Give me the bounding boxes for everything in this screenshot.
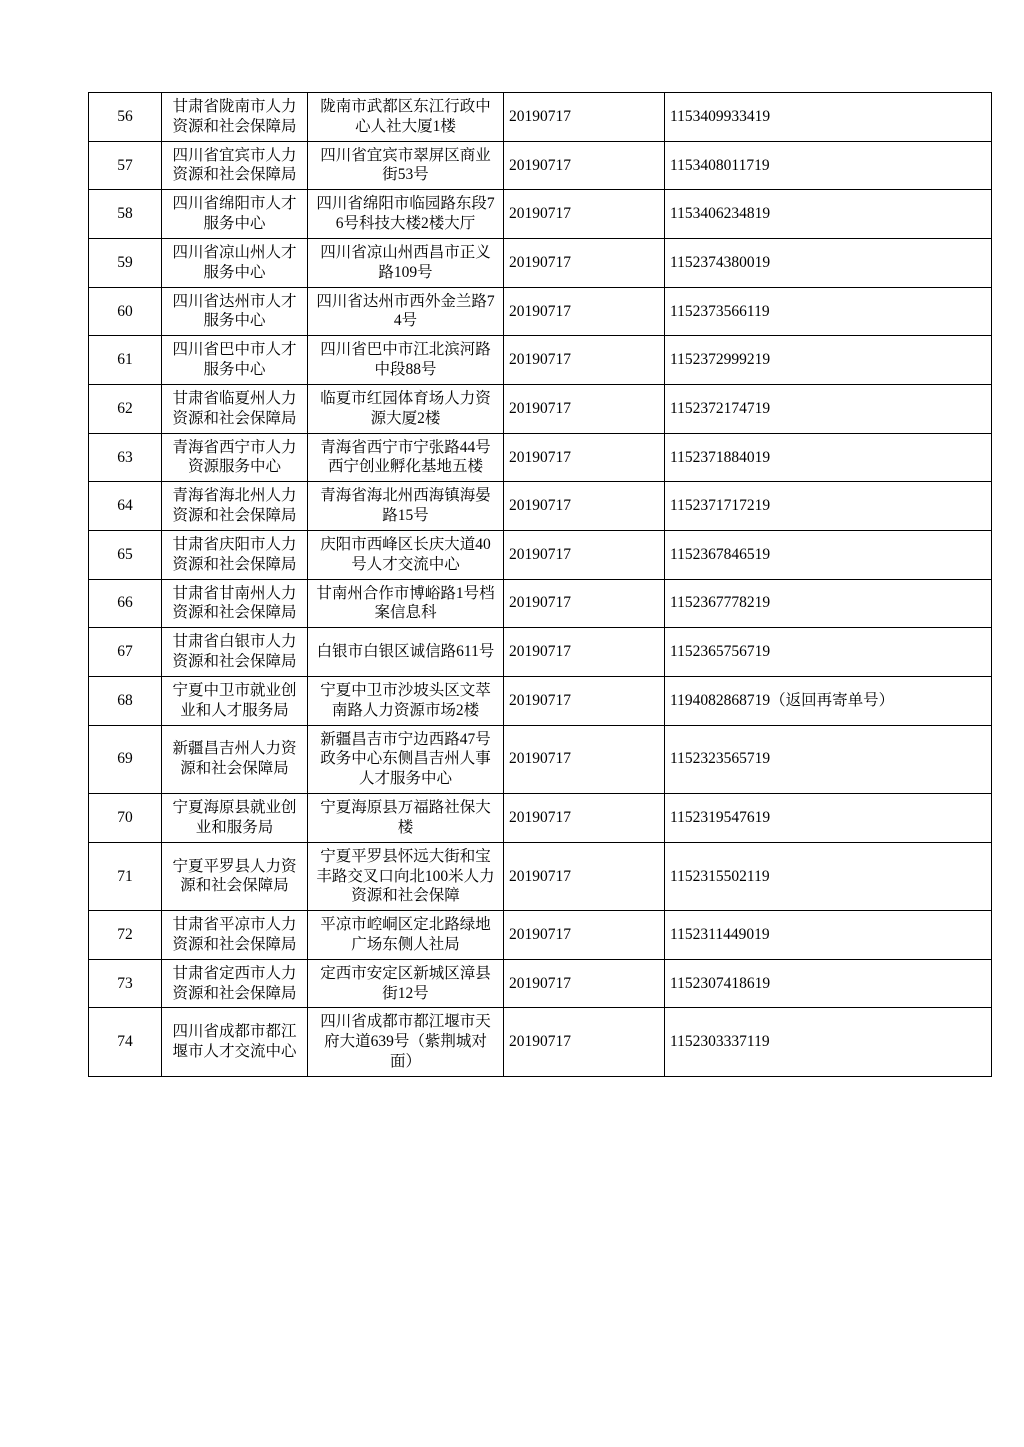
row-tracking-number: 1152319547619 [665, 794, 992, 843]
row-organization: 甘肃省陇南市人力资源和社会保障局 [162, 93, 308, 142]
row-date: 20190717 [504, 1008, 665, 1076]
row-index: 67 [89, 628, 162, 677]
row-index: 59 [89, 238, 162, 287]
row-address: 临夏市红园体育场人力资源大厦2楼 [308, 384, 504, 433]
row-date: 20190717 [504, 725, 665, 793]
row-index: 74 [89, 1008, 162, 1076]
table-row [89, 676, 992, 725]
row-organization: 四川省巴中市人才服务中心 [162, 336, 308, 385]
row-date: 20190717 [504, 141, 665, 190]
row-address: 四川省巴中市江北滨河路中段88号 [308, 336, 504, 385]
row-address: 四川省成都市都江堰市天府大道639号（紫荆城对面） [308, 1008, 504, 1076]
row-address: 甘南州合作市博峪路1号档案信息科 [308, 579, 504, 628]
row-date: 20190717 [504, 287, 665, 336]
row-address: 陇南市武都区东江行政中心人社大厦1楼 [308, 93, 504, 142]
row-address: 庆阳市西峰区长庆大道40号人才交流中心 [308, 530, 504, 579]
row-address: 青海省海北州西海镇海晏路15号 [308, 482, 504, 531]
row-address: 宁夏平罗县怀远大街和宝丰路交叉口向北100米人力资源和社会保障 [308, 842, 504, 910]
row-tracking-number: 1152372174719 [665, 384, 992, 433]
row-tracking-number: 1194082868719（返回再寄单号） [665, 676, 992, 725]
row-organization: 甘肃省定西市人力资源和社会保障局 [162, 959, 308, 1008]
table-row [89, 725, 992, 793]
row-tracking-number: 1152323565719 [665, 725, 992, 793]
row-date: 20190717 [504, 911, 665, 960]
row-index: 71 [89, 842, 162, 910]
row-tracking-number: 1153408011719 [665, 141, 992, 190]
row-tracking-number: 1152315502119 [665, 842, 992, 910]
row-date: 20190717 [504, 93, 665, 142]
row-date: 20190717 [504, 336, 665, 385]
table-row [89, 190, 992, 239]
row-address: 四川省宜宾市翠屏区商业街53号 [308, 141, 504, 190]
row-address: 青海省西宁市宁张路44号西宁创业孵化基地五楼 [308, 433, 504, 482]
table-row [89, 238, 992, 287]
row-index: 63 [89, 433, 162, 482]
row-organization: 新疆昌吉州人力资源和社会保障局 [162, 725, 308, 793]
row-tracking-number: 1152371717219 [665, 482, 992, 531]
table-row [89, 628, 992, 677]
row-organization: 甘肃省平凉市人力资源和社会保障局 [162, 911, 308, 960]
row-address: 宁夏海原县万福路社保大楼 [308, 794, 504, 843]
row-tracking-number: 1152371884019 [665, 433, 992, 482]
table-row [89, 433, 992, 482]
row-address: 平凉市崆峒区定北路绿地广场东侧人社局 [308, 911, 504, 960]
row-address: 定西市安定区新城区漳县街12号 [308, 959, 504, 1008]
row-address: 宁夏中卫市沙坡头区文萃南路人力资源市场2楼 [308, 676, 504, 725]
table-row [89, 959, 992, 1008]
row-address: 四川省达州市西外金兰路74号 [308, 287, 504, 336]
row-index: 70 [89, 794, 162, 843]
row-date: 20190717 [504, 628, 665, 677]
row-organization: 甘肃省庆阳市人力资源和社会保障局 [162, 530, 308, 579]
row-date: 20190717 [504, 676, 665, 725]
row-organization: 四川省绵阳市人才服务中心 [162, 190, 308, 239]
row-organization: 四川省达州市人才服务中心 [162, 287, 308, 336]
row-organization: 四川省凉山州人才服务中心 [162, 238, 308, 287]
row-address: 四川省绵阳市临园路东段76号科技大楼2楼大厅 [308, 190, 504, 239]
row-index: 58 [89, 190, 162, 239]
row-address: 白银市白银区诚信路611号 [308, 628, 504, 677]
row-tracking-number: 1153406234819 [665, 190, 992, 239]
row-index: 69 [89, 725, 162, 793]
table-row [89, 579, 992, 628]
row-date: 20190717 [504, 579, 665, 628]
table-row [89, 794, 992, 843]
row-organization: 宁夏中卫市就业创业和人才服务局 [162, 676, 308, 725]
row-organization: 青海省海北州人力资源和社会保障局 [162, 482, 308, 531]
row-tracking-number: 1152367846519 [665, 530, 992, 579]
row-index: 68 [89, 676, 162, 725]
row-date: 20190717 [504, 959, 665, 1008]
row-index: 72 [89, 911, 162, 960]
table-row [89, 842, 992, 910]
row-tracking-number: 1152373566119 [665, 287, 992, 336]
row-date: 20190717 [504, 384, 665, 433]
table-row [89, 911, 992, 960]
row-organization: 四川省成都市都江堰市人才交流中心 [162, 1008, 308, 1076]
row-index: 73 [89, 959, 162, 1008]
row-date: 20190717 [504, 842, 665, 910]
row-date: 20190717 [504, 530, 665, 579]
table-row [89, 287, 992, 336]
row-organization: 甘肃省甘南州人力资源和社会保障局 [162, 579, 308, 628]
row-organization: 青海省西宁市人力资源服务中心 [162, 433, 308, 482]
table-row [89, 93, 992, 142]
row-date: 20190717 [504, 433, 665, 482]
mailing-records-table [88, 92, 992, 1077]
row-index: 57 [89, 141, 162, 190]
row-organization: 宁夏平罗县人力资源和社会保障局 [162, 842, 308, 910]
table-row [89, 336, 992, 385]
row-date: 20190717 [504, 238, 665, 287]
row-organization: 甘肃省临夏州人力资源和社会保障局 [162, 384, 308, 433]
row-tracking-number: 1152367778219 [665, 579, 992, 628]
row-date: 20190717 [504, 482, 665, 531]
row-tracking-number: 1152372999219 [665, 336, 992, 385]
row-organization: 宁夏海原县就业创业和服务局 [162, 794, 308, 843]
row-tracking-number: 1153409933419 [665, 93, 992, 142]
row-date: 20190717 [504, 794, 665, 843]
row-index: 64 [89, 482, 162, 531]
row-tracking-number: 1152365756719 [665, 628, 992, 677]
row-index: 65 [89, 530, 162, 579]
row-index: 66 [89, 579, 162, 628]
table-row [89, 530, 992, 579]
table-row [89, 384, 992, 433]
table-row [89, 482, 992, 531]
row-organization: 甘肃省白银市人力资源和社会保障局 [162, 628, 308, 677]
row-address: 新疆昌吉市宁边西路47号政务中心东侧昌吉州人事人才服务中心 [308, 725, 504, 793]
table-body [89, 93, 992, 1077]
row-organization: 四川省宜宾市人力资源和社会保障局 [162, 141, 308, 190]
row-tracking-number: 1152303337119 [665, 1008, 992, 1076]
row-index: 60 [89, 287, 162, 336]
row-date: 20190717 [504, 190, 665, 239]
row-index: 56 [89, 93, 162, 142]
row-index: 61 [89, 336, 162, 385]
row-tracking-number: 1152311449019 [665, 911, 992, 960]
row-tracking-number: 1152374380019 [665, 238, 992, 287]
row-tracking-number: 1152307418619 [665, 959, 992, 1008]
table-row [89, 1008, 992, 1076]
row-address: 四川省凉山州西昌市正义路109号 [308, 238, 504, 287]
table-row [89, 141, 992, 190]
row-index: 62 [89, 384, 162, 433]
